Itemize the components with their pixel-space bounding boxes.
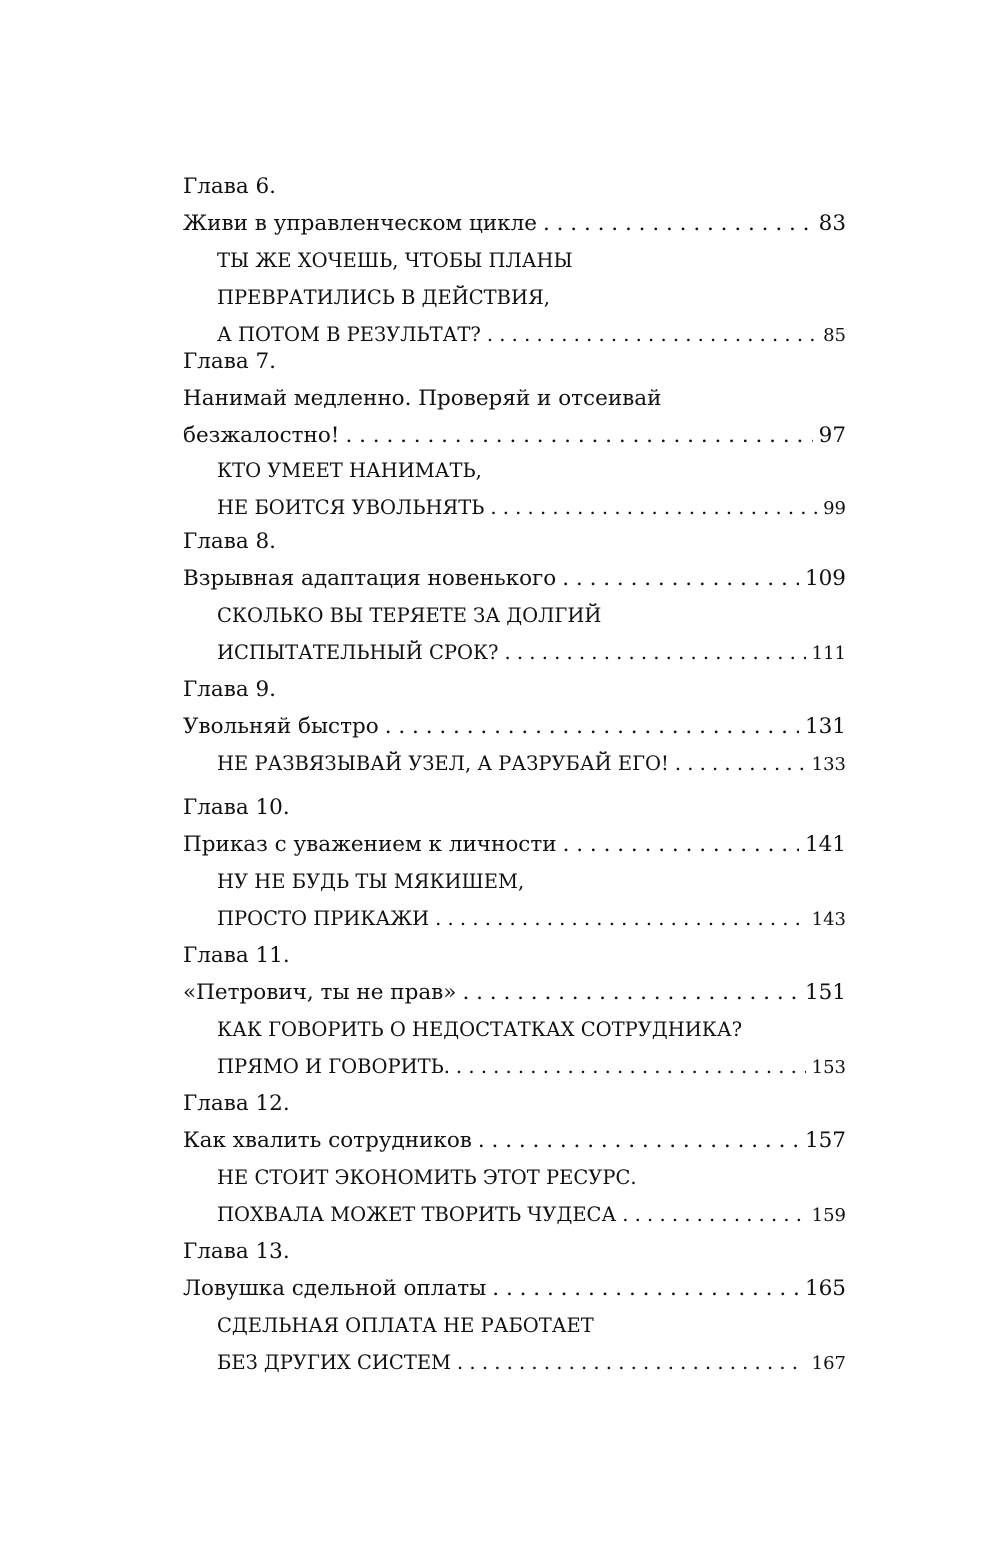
chapter-title-text: «Петрович, ты не прав»	[183, 980, 457, 1005]
chapter-title-text: Увольняй быстро	[183, 714, 379, 739]
chapter-title-text: Приказ с уважением к личности	[183, 832, 557, 857]
dot-leader	[562, 560, 799, 597]
page-number: 111	[811, 643, 846, 664]
page-number: 165	[804, 1276, 846, 1301]
dot-leader	[543, 205, 813, 242]
dot-leader	[478, 1122, 799, 1159]
page-number: 97	[818, 423, 846, 448]
chapter-number: Глава 13.	[183, 1239, 290, 1264]
chapter-entry	[183, 343, 846, 454]
chapter-title-text: безжалостно!	[183, 423, 340, 448]
chapter-entry	[183, 1085, 846, 1159]
chapter-title-text: Взрывная адаптация новенького	[183, 566, 557, 591]
dot-leader	[490, 489, 817, 526]
chapter-entry	[183, 671, 846, 745]
section-title-line: СДЕЛЬНАЯ ОПЛАТА НЕ РАБОТАЕТ	[217, 1314, 594, 1337]
section-title-text: НЕ БОИТСЯ УВОЛЬНЯТЬ	[217, 496, 485, 519]
section-entry	[217, 863, 846, 937]
page-number: 85	[823, 325, 846, 346]
chapter-title[interactable]	[183, 560, 846, 597]
page-number: 131	[804, 714, 846, 739]
chapter-entry	[183, 789, 846, 863]
section-title-line: ПРЕВРАТИЛИСЬ В ДЕЙСТВИЯ,	[217, 286, 550, 309]
page-number: 133	[811, 754, 846, 775]
section-title-text: ИСПЫТАТЕЛЬНЫЙ СРОК?	[217, 641, 499, 664]
section-title-text: А ПОТОМ В РЕЗУЛЬТАТ?	[217, 323, 481, 346]
page-number: 151	[804, 980, 846, 1005]
page-number: 141	[804, 832, 846, 857]
section-entry	[217, 242, 846, 353]
section-title-line: СКОЛЬКО ВЫ ТЕРЯЕТЕ ЗА ДОЛГИЙ	[217, 604, 602, 627]
section-entry	[217, 597, 846, 671]
section-title[interactable]	[217, 634, 846, 671]
page-number: 153	[811, 1057, 846, 1078]
section-title[interactable]	[217, 900, 846, 937]
chapter-title-text: Как хвалить сотрудников	[183, 1128, 472, 1153]
chapter-entry	[183, 523, 846, 597]
section-title[interactable]	[217, 745, 846, 782]
chapter-number: Глава 10.	[183, 795, 290, 820]
page-number: 159	[811, 1205, 846, 1226]
section-title-line: НЕ СТОИТ ЭКОНОМИТЬ ЭТОТ РЕСУРС.	[217, 1166, 637, 1189]
chapter-number: Глава 11.	[183, 943, 290, 968]
chapter-title-text: Живи в управленческом цикле	[183, 211, 537, 236]
chapter-title[interactable]	[183, 708, 846, 745]
section-entry	[217, 1307, 846, 1381]
section-title-text: ПРОСТО ПРИКАЖИ	[217, 907, 430, 930]
section-title-line: КАК ГОВОРИТЬ О НЕДОСТАТКАХ СОТРУДНИКА?	[217, 1018, 743, 1041]
dot-leader	[505, 634, 806, 671]
dot-leader	[675, 745, 806, 782]
chapter-title-text: Ловушка сдельной оплаты	[183, 1276, 487, 1301]
chapter-number: Глава 8.	[183, 529, 276, 554]
chapter-number: Глава 6.	[183, 174, 276, 199]
chapter-title[interactable]	[183, 1122, 846, 1159]
section-title-line: КТО УМЕЕТ НАНИМАТЬ,	[217, 459, 482, 482]
page-number: 99	[823, 498, 846, 519]
chapter-number: Глава 12.	[183, 1091, 290, 1116]
chapter-entry	[183, 168, 846, 242]
dot-leader	[563, 826, 799, 863]
section-entry	[217, 745, 846, 782]
chapter-number: Глава 7.	[183, 349, 276, 374]
dot-leader	[622, 1196, 805, 1233]
page-number: 83	[818, 211, 846, 236]
chapter-title[interactable]	[183, 1270, 846, 1307]
chapter-number: Глава 9.	[183, 677, 276, 702]
section-title[interactable]	[217, 1196, 846, 1233]
chapter-title[interactable]	[183, 417, 846, 454]
section-entry	[217, 452, 846, 526]
dot-leader	[456, 1048, 806, 1085]
section-title[interactable]	[217, 1344, 846, 1381]
section-title-line: НУ НЕ БУДЬ ТЫ МЯКИШЕМ,	[217, 870, 525, 893]
section-entry	[217, 1159, 846, 1233]
page-number: 109	[804, 566, 846, 591]
chapter-entry	[183, 937, 846, 1011]
dot-leader	[345, 417, 812, 454]
dot-leader	[462, 974, 799, 1011]
section-title-text: ПОХВАЛА МОЖЕТ ТВОРИТЬ ЧУДЕСА	[217, 1203, 617, 1226]
chapter-entry	[183, 1233, 846, 1307]
page-number: 143	[811, 909, 846, 930]
section-title-text: НЕ РАЗВЯЗЫВАЙ УЗЕЛ, А РАЗРУБАЙ ЕГО!	[217, 752, 669, 775]
page-number: 167	[811, 1353, 846, 1374]
dot-leader	[385, 708, 799, 745]
section-title[interactable]	[217, 489, 846, 526]
page-number: 157	[804, 1128, 846, 1153]
dot-leader	[492, 1270, 799, 1307]
section-title-line: ТЫ ЖЕ ХОЧЕШЬ, ЧТОБЫ ПЛАНЫ	[217, 249, 573, 272]
section-entry	[217, 1011, 846, 1085]
chapter-title[interactable]	[183, 974, 846, 1011]
section-title-text: ПРЯМО И ГОВОРИТЬ.	[217, 1055, 450, 1078]
chapter-title-line: Нанимай медленно. Проверяй и отсеивай	[183, 386, 662, 411]
section-title-text: БЕЗ ДРУГИХ СИСТЕМ	[217, 1351, 452, 1374]
chapter-title[interactable]	[183, 826, 846, 863]
dot-leader	[435, 900, 806, 937]
section-title[interactable]	[217, 1048, 846, 1085]
dot-leader	[457, 1344, 806, 1381]
chapter-title[interactable]	[183, 205, 846, 242]
